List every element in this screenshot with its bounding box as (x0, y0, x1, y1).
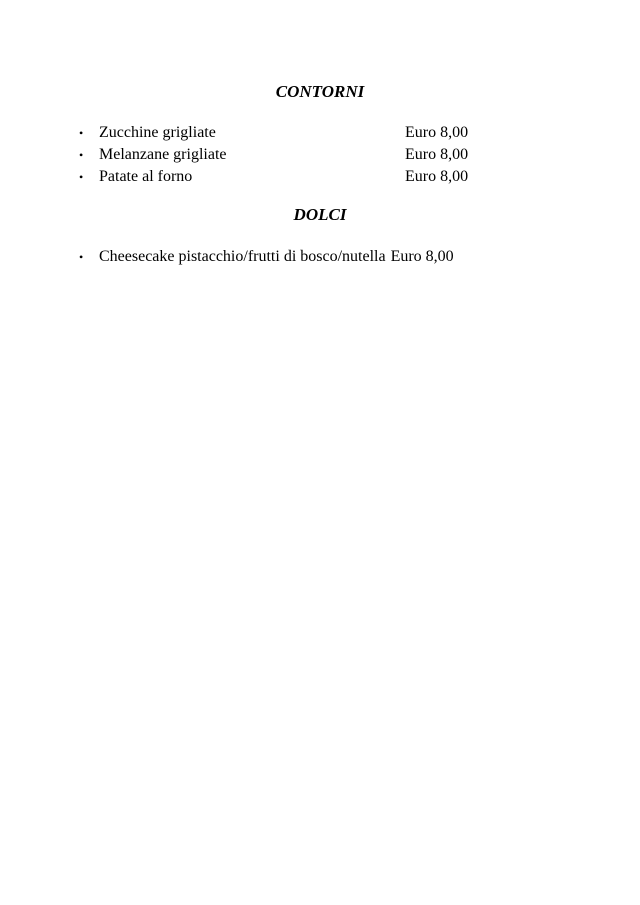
bullet-icon: • (79, 170, 84, 184)
item-price: Euro 8,00 (405, 168, 469, 185)
bullet-icon: • (79, 148, 84, 162)
item-price: Euro 8,00 (405, 124, 469, 141)
item-name: Patate al forno (99, 168, 193, 185)
item-price: Euro 8,00 (390, 248, 454, 265)
item-name: Zucchine grigliate (99, 124, 216, 141)
section-title-dolci: DOLCI (293, 205, 347, 224)
item-name: Cheesecake pistacchio/frutti di bosco/nutella (99, 248, 386, 265)
list-item (0, 145, 640, 167)
item-price: Euro 8,00 (405, 146, 469, 163)
item-name-with-price (99, 247, 454, 267)
item-name: Melanzane grigliate (99, 146, 227, 163)
section-title-contorni: CONTORNI (275, 82, 365, 101)
list-item (0, 167, 640, 189)
dolci-list (0, 247, 640, 269)
bullet-icon: • (79, 250, 84, 264)
list-item (0, 247, 640, 269)
contorni-list (0, 123, 640, 189)
list-item (0, 123, 640, 145)
bullet-icon: • (79, 126, 84, 140)
